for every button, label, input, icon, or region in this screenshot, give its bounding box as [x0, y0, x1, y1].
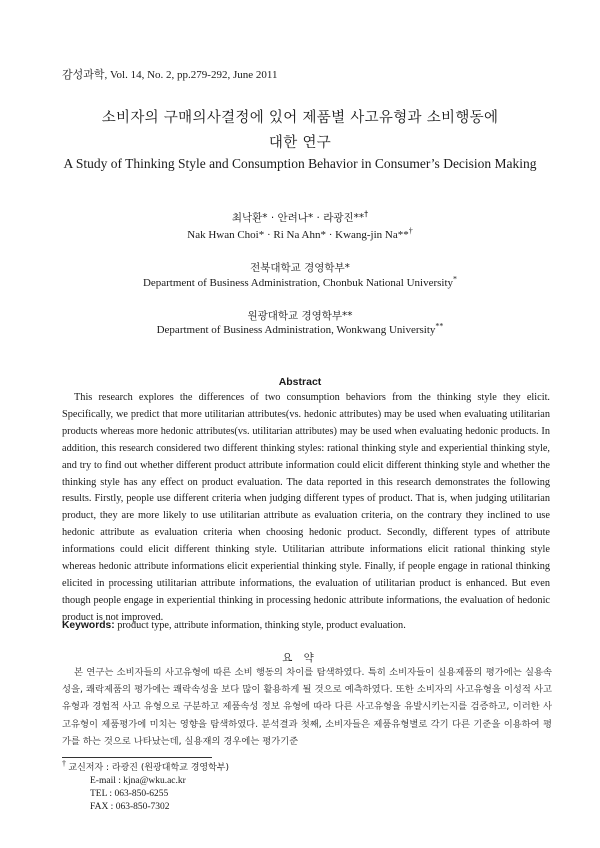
- abstract-heading: Abstract: [278, 376, 322, 388]
- affiliation1-korean: 전북대학교 경영학부*: [250, 262, 350, 274]
- affiliation2-english-text: Department of Business Administration, Wonkwang University: [156, 324, 436, 336]
- footnote-divider: [62, 757, 212, 758]
- keywords-text: product type, attribute information, thinking style, product evaluation.: [114, 620, 406, 631]
- corresponding-mark-en: †: [408, 226, 413, 236]
- footnote-author: 교신저자 : 라광진 (원광대학교 경영학부): [68, 763, 229, 773]
- korean-abstract-body: 본 연구는 소비자들의 사고유형에 따른 소비 행동의 차이를 탐색하였다. 특히 소비자들이 실용제품의 평가에는 실용속성을, 쾌락제품의 평가에는 쾌락속성을 보다 많이 활용하게 될 것으로 예측하였다. 또한 소비자의 사고유형을 이성적 사고유형과 경험적 사고 유형으로 구분하고 제품속성 정보 유형에 따라 다른 사고유형을 유발시키는지를 검증하고, 이러한 사고유형이 제품평가에 미치는 영향을 탐색하였다. 분석결과 첫째, 소비자들은 제품유형별로 각기 다른 기준을 이용하여 평가를 하는 것으로 나타났는데, 실용재의 경우에는 평가기준: [62, 667, 552, 747]
- title-korean-line1: 소비자의 구매의사결정에 있어 제품별 사고유형과 소비행동에: [101, 110, 499, 126]
- keywords-label: Keywords:: [62, 620, 115, 631]
- affiliation1-english: [30, 274, 570, 289]
- authors-korean-names: 최낙환* · 안려나* · 라광진**: [231, 212, 365, 224]
- affiliation2-english: [30, 321, 570, 336]
- footnote-mark: †: [62, 758, 66, 768]
- footnote: [62, 758, 229, 814]
- journal-citation: 감성과학, Vol. 14, No. 2, pp.279-292, June 2011: [62, 69, 278, 81]
- affiliation2-mark: **: [435, 321, 444, 331]
- affiliation2-korean: 원광대학교 경영학부**: [247, 310, 353, 322]
- authors-korean: [30, 210, 570, 225]
- title-korean-line2: 대한 연구: [268, 135, 332, 151]
- authors-english: [30, 226, 570, 241]
- corresponding-mark: †: [364, 209, 369, 219]
- footnote-fax: FAX : 063-850-7302: [90, 802, 170, 812]
- title-english: A Study of Thinking Style and Consumption Behavior in Consumer’s Decision Making: [63, 156, 537, 171]
- authors-english-names: Nak Hwan Choi* · Ri Na Ahn* · Kwang-jin Na**: [187, 229, 409, 241]
- abstract-body: This research explores the differences of two consumption behaviors from the thinking style they elicit. Specifically, we predict that more utilitarian attributes(vs. hedonic attributes) may be used when evaluating utilitarian products whereas more hedonic attributes(vs. utilitarian attributes) may be used when evaluating hedonic products. In addition, this research considered two different thinking styles: rational thinking style and experiential thinking style, and try to find out whether different product attribute information could elicit different thinking style and whether the thinking style has any effect on product evaluation. The data reported in this research demonstrates the following results. Firstly, people use different criteria when judging different types of product. That is, when judging utilitarian product, they are more likely to use utilitarian attribute as evaluation criteria, on the contrary they inclined to use hedonic attribute as evaluation criteria when choosing hedonic product. Secondly, different types of attribute informations could elicit different thinking style. Utilitarian attribute informations elicit rational thinking style whereas hedonic attribute informations elicit experiential thinking style. Finally, if people engage in rational thinking elicited in processing utilitarian attribute informations, the evaluation of utilitarian product is enhanced. But even though people engage in experiential thinking in processing hedonic attribute informations, the evaluation of hedonic product is not improved.: [62, 392, 550, 623]
- footnote-email: E-mail : kjna@wku.ac.kr: [90, 776, 186, 786]
- footnote-tel: TEL : 063-850-6255: [90, 789, 169, 799]
- affiliation1-mark: *: [453, 274, 458, 284]
- footnote-author-line: [62, 758, 229, 775]
- affiliation1-english-text: Department of Business Administration, Chonbuk National University: [142, 277, 454, 289]
- korean-abstract-heading: 요 약: [282, 652, 318, 664]
- keywords: [62, 620, 550, 631]
